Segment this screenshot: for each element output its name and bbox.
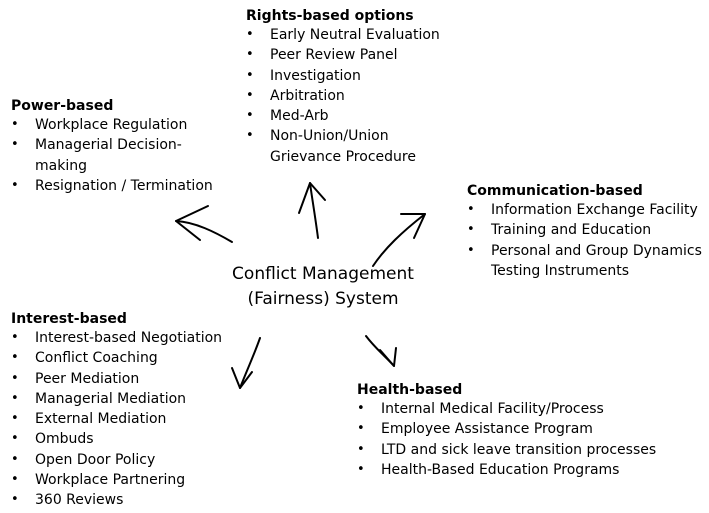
arrowhead-health bbox=[380, 348, 396, 366]
list-item-text: Non-Union/Union bbox=[270, 128, 389, 145]
list-item-text: Arbitration bbox=[270, 87, 345, 104]
list-item bbox=[357, 440, 656, 460]
arrow-to-interest bbox=[240, 338, 260, 388]
list-item-text: Health-Based Education Programs bbox=[381, 461, 620, 478]
central-concept-line-1: Conflict Management bbox=[232, 264, 414, 284]
group-title: Rights-based options bbox=[246, 8, 414, 24]
list-item-text: Internal Medical Facility/Process bbox=[381, 401, 604, 417]
list-item-text: Open Door Policy bbox=[35, 451, 156, 468]
list-item-text: Peer Mediation bbox=[35, 370, 140, 387]
arrowhead-interest bbox=[232, 368, 252, 388]
list-item-text: Grievance Procedure bbox=[270, 148, 416, 165]
list-item-text: Med-Arb bbox=[270, 108, 329, 125]
list-item bbox=[11, 389, 222, 409]
list-item-text: Early Neutral Evaluation bbox=[270, 27, 440, 43]
list-item bbox=[246, 66, 440, 86]
list-item-text: Ombuds bbox=[35, 431, 94, 448]
group-list bbox=[467, 200, 702, 281]
central-concept bbox=[223, 262, 423, 312]
list-item-text: Managerial Mediation bbox=[35, 390, 187, 407]
health-based-group bbox=[357, 381, 656, 480]
list-item bbox=[11, 115, 213, 135]
list-item-text: Conflict Coaching bbox=[35, 350, 158, 367]
list-item bbox=[467, 241, 702, 282]
group-title: Power-based bbox=[11, 98, 114, 114]
list-item bbox=[357, 460, 656, 480]
central-concept-line-2: (Fairness) System bbox=[247, 289, 399, 309]
list-item bbox=[11, 135, 213, 176]
list-item-text: Interest-based Negotiation bbox=[35, 330, 223, 346]
list-item-text: Workplace Partnering bbox=[35, 472, 186, 489]
list-item bbox=[11, 176, 213, 196]
list-item bbox=[11, 348, 222, 368]
list-item bbox=[246, 106, 440, 126]
list-item bbox=[11, 450, 222, 470]
list-item-text: Managerial Decision- bbox=[35, 137, 182, 154]
list-item bbox=[246, 86, 440, 106]
list-item bbox=[357, 419, 656, 439]
group-title: Health-based bbox=[357, 382, 463, 398]
list-item-text: 360 Reviews bbox=[35, 492, 124, 509]
list-item bbox=[467, 200, 702, 220]
list-item-text: Information Exchange Facility bbox=[491, 202, 698, 218]
list-item bbox=[11, 369, 222, 389]
list-item-text: Investigation bbox=[270, 67, 361, 84]
group-list bbox=[357, 399, 656, 480]
list-item-text: Peer Review Panel bbox=[270, 47, 398, 64]
group-title: Interest-based bbox=[11, 311, 127, 327]
list-item bbox=[11, 429, 222, 449]
list-item-text: Resignation / Termination bbox=[35, 177, 213, 194]
arrow-to-power bbox=[176, 221, 232, 242]
list-item-text: making bbox=[35, 157, 87, 174]
list-item bbox=[11, 409, 222, 429]
group-list bbox=[11, 328, 222, 511]
list-item bbox=[357, 399, 656, 419]
interest-based-group bbox=[11, 310, 222, 511]
communication-based-group bbox=[467, 182, 702, 281]
list-item bbox=[11, 470, 222, 490]
list-item bbox=[11, 490, 222, 510]
arrow-to-communication bbox=[373, 214, 425, 266]
group-title: Communication-based bbox=[467, 183, 643, 199]
list-item-text: External Mediation bbox=[35, 411, 167, 428]
list-item-text: Workplace Regulation bbox=[35, 117, 188, 133]
list-item bbox=[246, 126, 440, 167]
list-item-text: Employee Assistance Program bbox=[381, 421, 593, 438]
rights-based-group bbox=[246, 7, 440, 167]
group-list bbox=[11, 115, 213, 196]
list-item-text: Testing Instruments bbox=[491, 262, 629, 279]
power-based-group bbox=[11, 97, 213, 196]
list-item-text: Personal and Group Dynamics bbox=[491, 242, 702, 259]
group-list bbox=[246, 25, 440, 167]
list-item bbox=[246, 45, 440, 65]
list-item-text: LTD and sick leave transition processes bbox=[381, 441, 657, 458]
list-item bbox=[467, 220, 702, 240]
list-item-text: Training and Education bbox=[491, 222, 652, 239]
list-item bbox=[11, 328, 222, 348]
list-item bbox=[246, 25, 440, 45]
